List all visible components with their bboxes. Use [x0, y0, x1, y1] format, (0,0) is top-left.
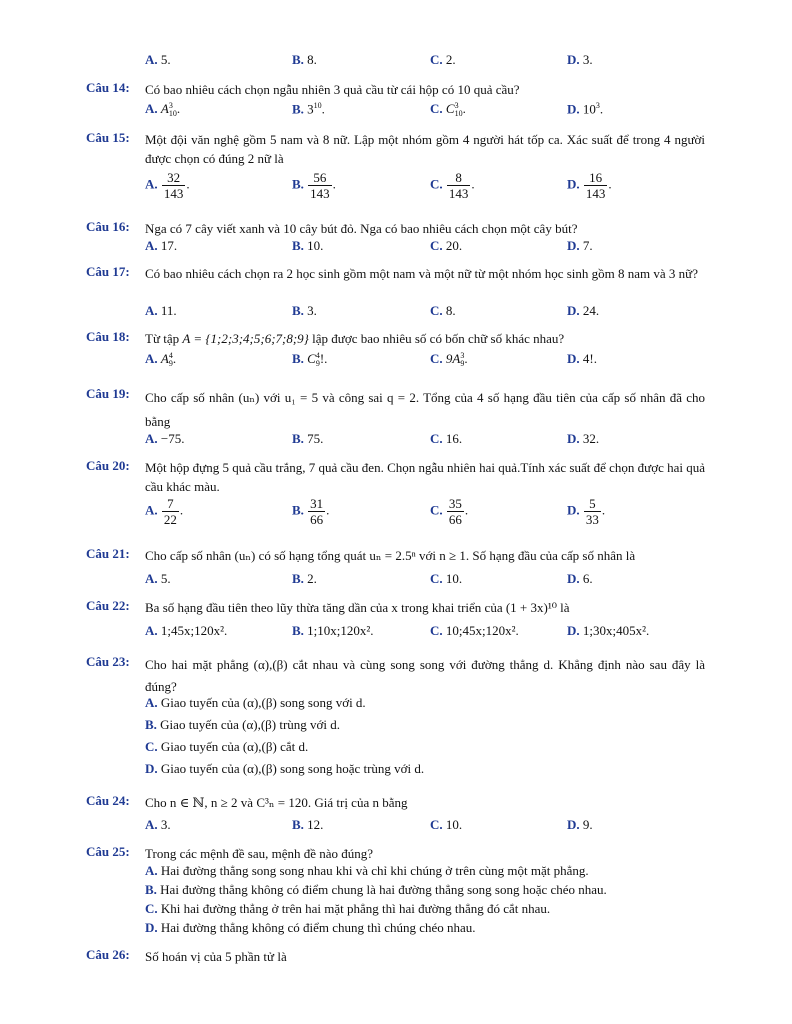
q18-stem: Từ tập A = {1;2;3;4;5;6;7;8;9} lập được bao nhiêu số có bốn chữ số khác nhau? — [145, 331, 565, 346]
q16-option-a[interactable]: A. 17. — [145, 238, 178, 253]
q16-stem: Nga có 7 cây viết xanh và 10 cây bút đỏ. Nga có bao nhiêu cách chọn một cây bút? — [145, 221, 578, 236]
q25-option-a[interactable]: A. Hai đường thẳng song song nhau khi và chỉ khi chúng ở trên cùng một mặt phẳng. — [145, 863, 589, 878]
q16-label: Câu 16: — [86, 219, 130, 234]
q14-option-c[interactable]: C. C 3 10 . — [430, 101, 466, 119]
q20-option-d[interactable]: D. $\frac{5}{33}$ . — [567, 496, 606, 527]
q15-option-c[interactable]: C. $\frac{8}{143}$ . — [430, 170, 475, 201]
q22-option-a[interactable]: A. 1;45x;120x². — [145, 623, 228, 638]
q15-option-a[interactable]: A. $\frac{32}{143}$ . — [145, 170, 190, 201]
q20-option-a[interactable]: A. $\frac{7}{22}$ . — [145, 496, 184, 527]
q24-label: Câu 24: — [86, 793, 130, 808]
q14-option-b[interactable]: B. $3^{10}$. — [292, 101, 325, 117]
q14-option-d[interactable]: D. $10^3$. — [567, 101, 604, 117]
q23-option-b[interactable]: B. Giao tuyến của (α),(β) trùng với d. — [145, 717, 341, 732]
q24-option-c[interactable]: C. 10. — [430, 817, 463, 832]
q14-label: Câu 14: — [86, 80, 130, 95]
q21-stem: Cho cấp số nhân (uₙ) có số hạng tổng quát uₙ = 2.5ⁿ với n ≥ 1. Số hạng đầu của cấp số nhân là — [145, 548, 636, 563]
q21-option-b[interactable]: B. 2. — [292, 571, 317, 586]
q18-option-d[interactable]: D. 4!. — [567, 351, 597, 366]
q25-stem: Trong các mệnh đề sau, mệnh đề nào đúng? — [145, 846, 374, 861]
q13-option-b[interactable]: B. 8. — [292, 52, 317, 67]
q24-option-d[interactable]: D. 9. — [567, 817, 593, 832]
q23-option-a[interactable]: A. Giao tuyến của (α),(β) song song với d. — [145, 695, 366, 710]
q22-option-b[interactable]: B. 1;10x;120x². — [292, 623, 374, 638]
q20-label: Câu 20: — [86, 458, 130, 473]
q20-option-c[interactable]: C. $\frac{35}{66}$ . — [430, 496, 469, 527]
q19-option-c[interactable]: C. 16. — [430, 431, 463, 446]
q22-option-c[interactable]: C. 10;45x;120x². — [430, 623, 519, 638]
q25-option-d[interactable]: D. Hai đường thẳng không có điểm chung thì chúng chéo nhau. — [145, 920, 476, 935]
q13-option-a[interactable]: A. 5. — [145, 52, 171, 67]
q26-label: Câu 26: — [86, 947, 130, 962]
q24-stem: Cho n ∈ ℕ, n ≥ 2 và C³ₙ = 120. Giá trị của n bằng — [145, 795, 408, 810]
q13-option-d[interactable]: D. 3. — [567, 52, 593, 67]
q16-option-b[interactable]: B. 10. — [292, 238, 324, 253]
q25-option-c[interactable]: C. Khi hai đường thẳng ở trên hai mặt phẳng thì hai đường thẳng đó cắt nhau. — [145, 901, 551, 916]
q19-option-a[interactable]: A. −75. — [145, 431, 185, 446]
q19-stem: Cho cấp số nhân (uₙ) với u₁ = 5 và công sai q = 2. Tổng của 4 số hạng đầu tiên của cấp số nhân đã cho bằng — [145, 390, 705, 429]
q18-option-c[interactable]: C. 9A 3 9 . — [430, 351, 468, 369]
q24-option-b[interactable]: B. 12. — [292, 817, 324, 832]
q23-stem: Cho hai mặt phẳng (α),(β) cắt nhau và cùng song song với đường thẳng d. Khẳng định nào sau đây là đúng? — [145, 657, 705, 694]
q15-stem: Một đội văn nghệ gồm 5 nam và 8 nữ. Lập một nhóm gồm 4 người hát tốp ca. Xác suất để trong 4 người được chọn có đúng 2 nữ là — [145, 132, 705, 166]
q21-option-a[interactable]: A. 5. — [145, 571, 171, 586]
q18-label: Câu 18: — [86, 329, 130, 344]
q19-label: Câu 19: — [86, 386, 130, 401]
q16-option-c[interactable]: C. 20. — [430, 238, 463, 253]
q21-option-d[interactable]: D. 6. — [567, 571, 593, 586]
q17-option-b[interactable]: B. 3. — [292, 303, 317, 318]
q17-option-a[interactable]: A. 11. — [145, 303, 177, 318]
q23-option-c[interactable]: C. Giao tuyến của (α),(β) cắt d. — [145, 739, 309, 754]
q23-option-d[interactable]: D. Giao tuyến của (α),(β) song song hoặc trùng với d. — [145, 761, 425, 776]
q21-label: Câu 21: — [86, 546, 130, 561]
q22-label: Câu 22: — [86, 598, 130, 613]
q24-option-a[interactable]: A. 3. — [145, 817, 171, 832]
q17-option-c[interactable]: C. 8. — [430, 303, 456, 318]
q20-option-b[interactable]: B. $\frac{31}{66}$ . — [292, 496, 330, 527]
q22-stem: Ba số hạng đầu tiên theo lũy thừa tăng dần của x trong khai triển của (1 + 3x)¹⁰ là — [145, 600, 570, 615]
q15-label: Câu 15: — [86, 130, 130, 145]
q14-stem: Có bao nhiêu cách chọn ngẫu nhiên 3 quả cầu từ cái hộp có 10 quả cầu? — [145, 82, 520, 97]
q18-option-b[interactable]: B. C 4 9 !. — [292, 351, 328, 369]
q14-option-a[interactable]: A. A 3 10 . — [145, 101, 181, 119]
q23-label: Câu 23: — [86, 654, 130, 669]
q15-option-b[interactable]: B. $\frac{56}{143}$ . — [292, 170, 336, 201]
q19-option-d[interactable]: D. 32. — [567, 431, 600, 446]
q17-label: Câu 17: — [86, 264, 130, 279]
q17-option-d[interactable]: D. 24. — [567, 303, 600, 318]
q18-option-a[interactable]: A. A 4 9 . — [145, 351, 177, 369]
q20-stem: Một hộp đựng 5 quả cầu trắng, 7 quả cầu đen. Chọn ngẫu nhiên hai quả.Tính xác suất để chọn được hai quả cầu khác màu. — [145, 460, 705, 494]
q16-option-d[interactable]: D. 7. — [567, 238, 593, 253]
q15-option-d[interactable]: D. $\frac{16}{143}$ . — [567, 170, 612, 201]
q21-option-c[interactable]: C. 10. — [430, 571, 463, 586]
q22-option-d[interactable]: D. 1;30x;405x². — [567, 623, 650, 638]
q25-option-b[interactable]: B. Hai đường thẳng không có điểm chung là hai đường thẳng song song hoặc chéo nhau. — [145, 882, 607, 897]
q25-label: Câu 25: — [86, 844, 130, 859]
q26-stem: Số hoán vị của 5 phần tử là — [145, 949, 287, 964]
q13-option-c[interactable]: C. 2. — [430, 52, 456, 67]
q19-option-b[interactable]: B. 75. — [292, 431, 324, 446]
q17-stem: Có bao nhiêu cách chọn ra 2 học sinh gồm một nam và một nữ từ một nhóm học sinh gồm 8 nam và 3 nữ? — [145, 266, 698, 281]
